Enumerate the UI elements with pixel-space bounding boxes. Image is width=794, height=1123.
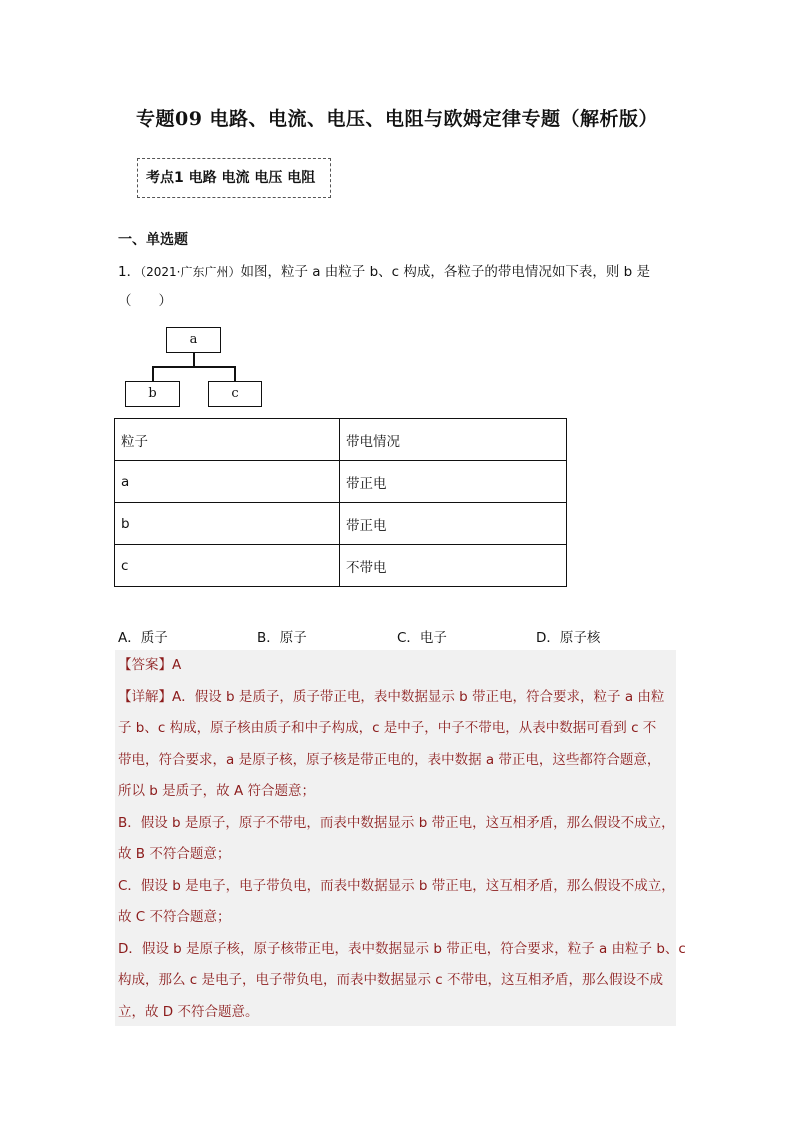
answer-explanation [115, 650, 686, 1026]
tree-node-a: a [166, 327, 221, 353]
tree-connector [193, 353, 195, 367]
table-cell: b [115, 503, 340, 545]
table-row [115, 461, 567, 503]
topic-box: 考点1 电路 电流 电压 电阻 [137, 158, 331, 198]
explanation-line: 所以 b 是质子，故 A 符合题意； [118, 783, 315, 799]
explanation-line: 构成，那么 c 是电子，电子带负电，而表中数据显示 c 不带电，这互相矛盾，那么假设不成 [118, 972, 664, 988]
question-source: （2021·广东广州） [140, 265, 241, 279]
table-cell: 带正电 [340, 503, 567, 545]
answer-parentheses: （ ） [118, 293, 172, 309]
option-a: A．质子 [118, 630, 168, 646]
explanation-line: 子 b、c 构成，原子核由质子和中子构成，c 是中子，中子不带电，从表中数据可看到 c 不 [118, 720, 657, 736]
answer-options [118, 622, 678, 648]
explanation-line: B．假设 b 是原子，原子不带电，而表中数据显示 b 带正电，这互相矛盾，那么假设不成立， [118, 814, 675, 831]
charge-table [114, 418, 567, 587]
question-stem [118, 258, 688, 316]
tree-connector [152, 366, 154, 381]
table-header-cell: 带电情况 [340, 419, 567, 461]
explanation-line: 立，故 D 不符合题意。 [118, 1003, 259, 1020]
tree-node-c: c [208, 381, 262, 407]
explanation-line: 【详解】A．假设 b 是质子，质子带正电，表中数据显示 b 带正电，符合要求，粒子 a 由粒 [118, 688, 665, 705]
table-cell: 不带电 [340, 545, 567, 587]
tree-node-b: b [125, 381, 180, 407]
option-c: C．电子 [397, 630, 447, 646]
page-title: 专题09 电路、电流、电压、电阻与欧姆定律专题（解析版） [135, 108, 659, 130]
explanation-line: 带电，符合要求，a 是原子核，原子核是带正电的，表中数据 a 带正电，这些都符合题意， [118, 751, 661, 768]
table-row [115, 545, 567, 587]
option-b: B．原子 [257, 630, 307, 646]
question-text: 如图，粒子 a 由粒子 b、c 构成，各粒子的带电情况如下表，则 b 是 [240, 264, 651, 280]
table-header-cell: 粒子 [115, 419, 340, 461]
table-row [115, 503, 567, 545]
answer-label: 【答案】A [118, 657, 182, 673]
table-cell: a [115, 461, 340, 503]
tree-connector [234, 366, 236, 381]
table-cell: 带正电 [340, 461, 567, 503]
tree-connector [152, 366, 235, 368]
section-heading: 一、单选题 [118, 232, 188, 248]
explanation-line: 故 C 不符合题意； [118, 909, 231, 925]
explanation-line: C．假设 b 是电子，电子带负电，而表中数据显示 b 带正电，这互相矛盾，那么假设不成立， [118, 877, 675, 894]
table-header-row [115, 419, 567, 461]
question-number: 1． [118, 264, 141, 280]
explanation-line: D．假设 b 是原子核，原子核带正电，表中数据显示 b 带正电，符合要求，粒子 a 由粒子 b、c [118, 940, 686, 957]
option-d: D．原子核 [536, 630, 601, 646]
table-cell: c [115, 545, 340, 587]
explanation-line: 故 B 不符合题意； [118, 846, 231, 862]
